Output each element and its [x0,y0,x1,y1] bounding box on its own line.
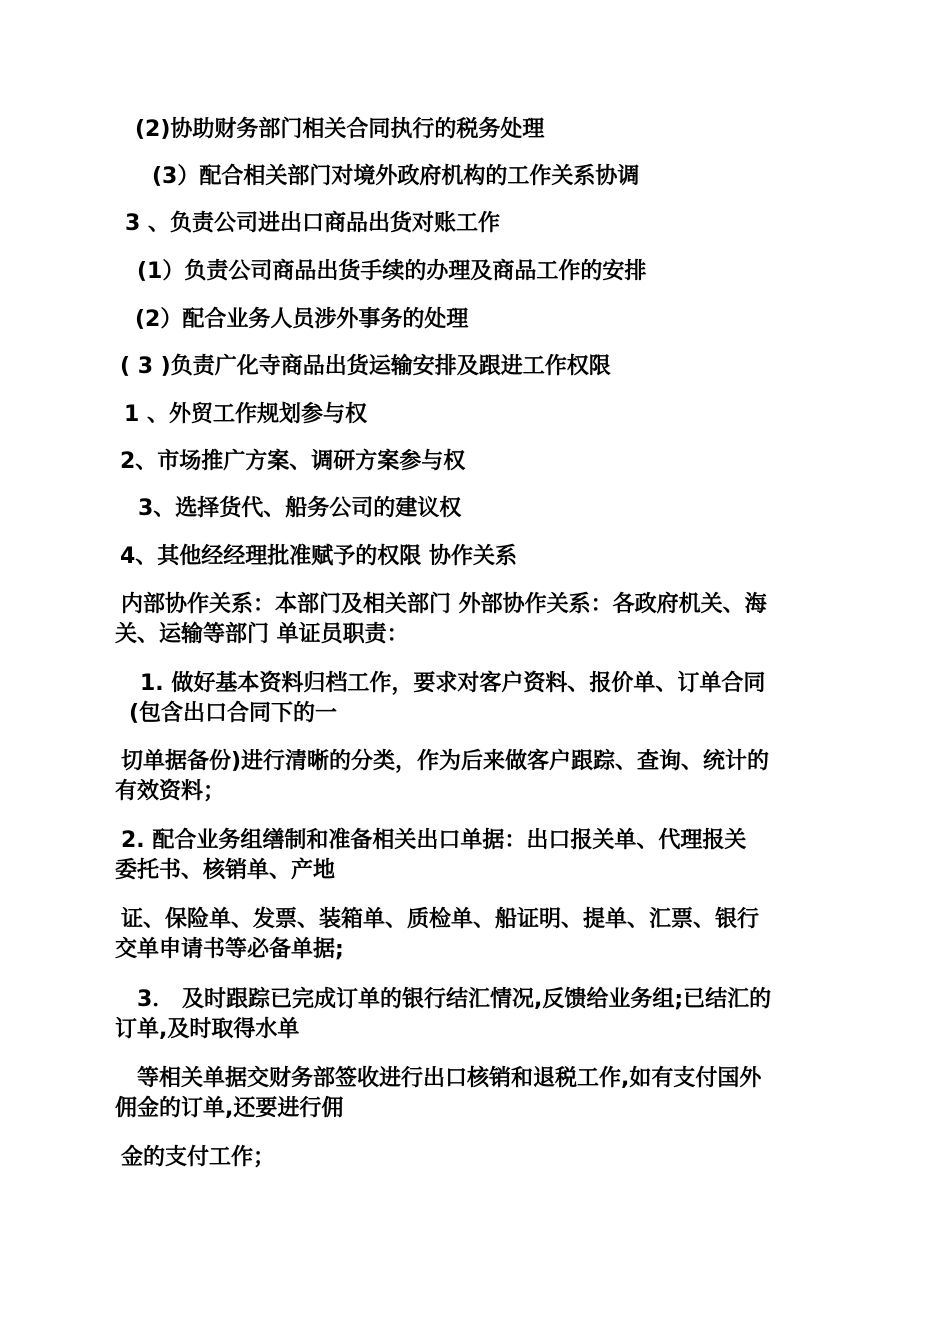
text-line-7: 1 、外贸工作规划参与权 [124,402,367,427]
paragraph-line: 佣金的订单,还要进行佣 [115,1096,344,1121]
paragraph-line: 委托书、核销单、产地 [115,858,336,883]
text-line-3: 3 、负责公司进出口商品出货对账工作 [125,211,500,236]
paragraph-duty-3-end [115,1143,835,1173]
paragraph-duty-3 [115,985,835,1045]
text-line-6: ( 3 )负责广化寺商品出货运输安排及跟进工作权限 [120,354,611,379]
paragraph-line: 2. 配合业务组缮制和准备相关出口单据：出口报关单、代理报关 [121,828,747,853]
text-line-9: 3、选择货代、船务公司的建议权 [138,496,462,521]
paragraph-duty-1-cont [115,747,835,807]
paragraph-duty-3-cont [115,1064,835,1124]
paragraph-line: 1. 做好基本资料归档工作，要求对客户资料、报价单、订单合同 [140,671,766,696]
paragraph-line: 有效资料； [115,779,226,804]
paragraph-line: 订单,及时取得水单 [115,1017,300,1042]
text-line-8: 2、市场推广方案、调研方案参与权 [120,449,466,474]
text-line-5: (2）配合业务人员涉外事务的处理 [135,307,469,332]
text-line-4: (1）负责公司商品出货手续的办理及商品工作的安排 [137,259,647,284]
paragraph-cooperation [115,590,835,650]
paragraph-line: 内部协作关系：本部门及相关部门 外部协作关系：各政府机关、海 [121,592,767,617]
paragraph-line: 3． 及时跟踪已完成订单的银行结汇情况,反馈给业务组;已结汇的 [137,987,772,1012]
text-line-2: (3）配合相关部门对境外政府机构的工作关系协调 [152,164,640,189]
text-line-10: 4、其他经经理批准赋予的权限 协作关系 [120,544,517,569]
paragraph-duty-2-cont [115,905,835,965]
paragraph-line: (包含出口合同下的一 [129,701,338,726]
paragraph-line: 等相关单据交财务部签收进行出口核销和退税工作,如有支付国外 [137,1066,762,1091]
paragraph-line: 交单申请书等必备单据; [115,937,344,962]
paragraph-line: 关、运输等部门 单证员职责： [115,622,409,647]
text-line-1: (2)协助财务部门相关合同执行的税务处理 [135,117,545,142]
paragraph-line: 金的支付工作； [121,1145,276,1170]
paragraph-duty-2 [115,826,835,886]
paragraph-line: 证、保险单、发票、装箱单、质检单、船证明、提单、汇票、银行 [121,907,760,932]
paragraph-duty-1 [115,669,835,729]
paragraph-line: 切单据备份)进行清晰的分类，作为后来做客户跟踪、查询、统计的 [121,749,770,774]
